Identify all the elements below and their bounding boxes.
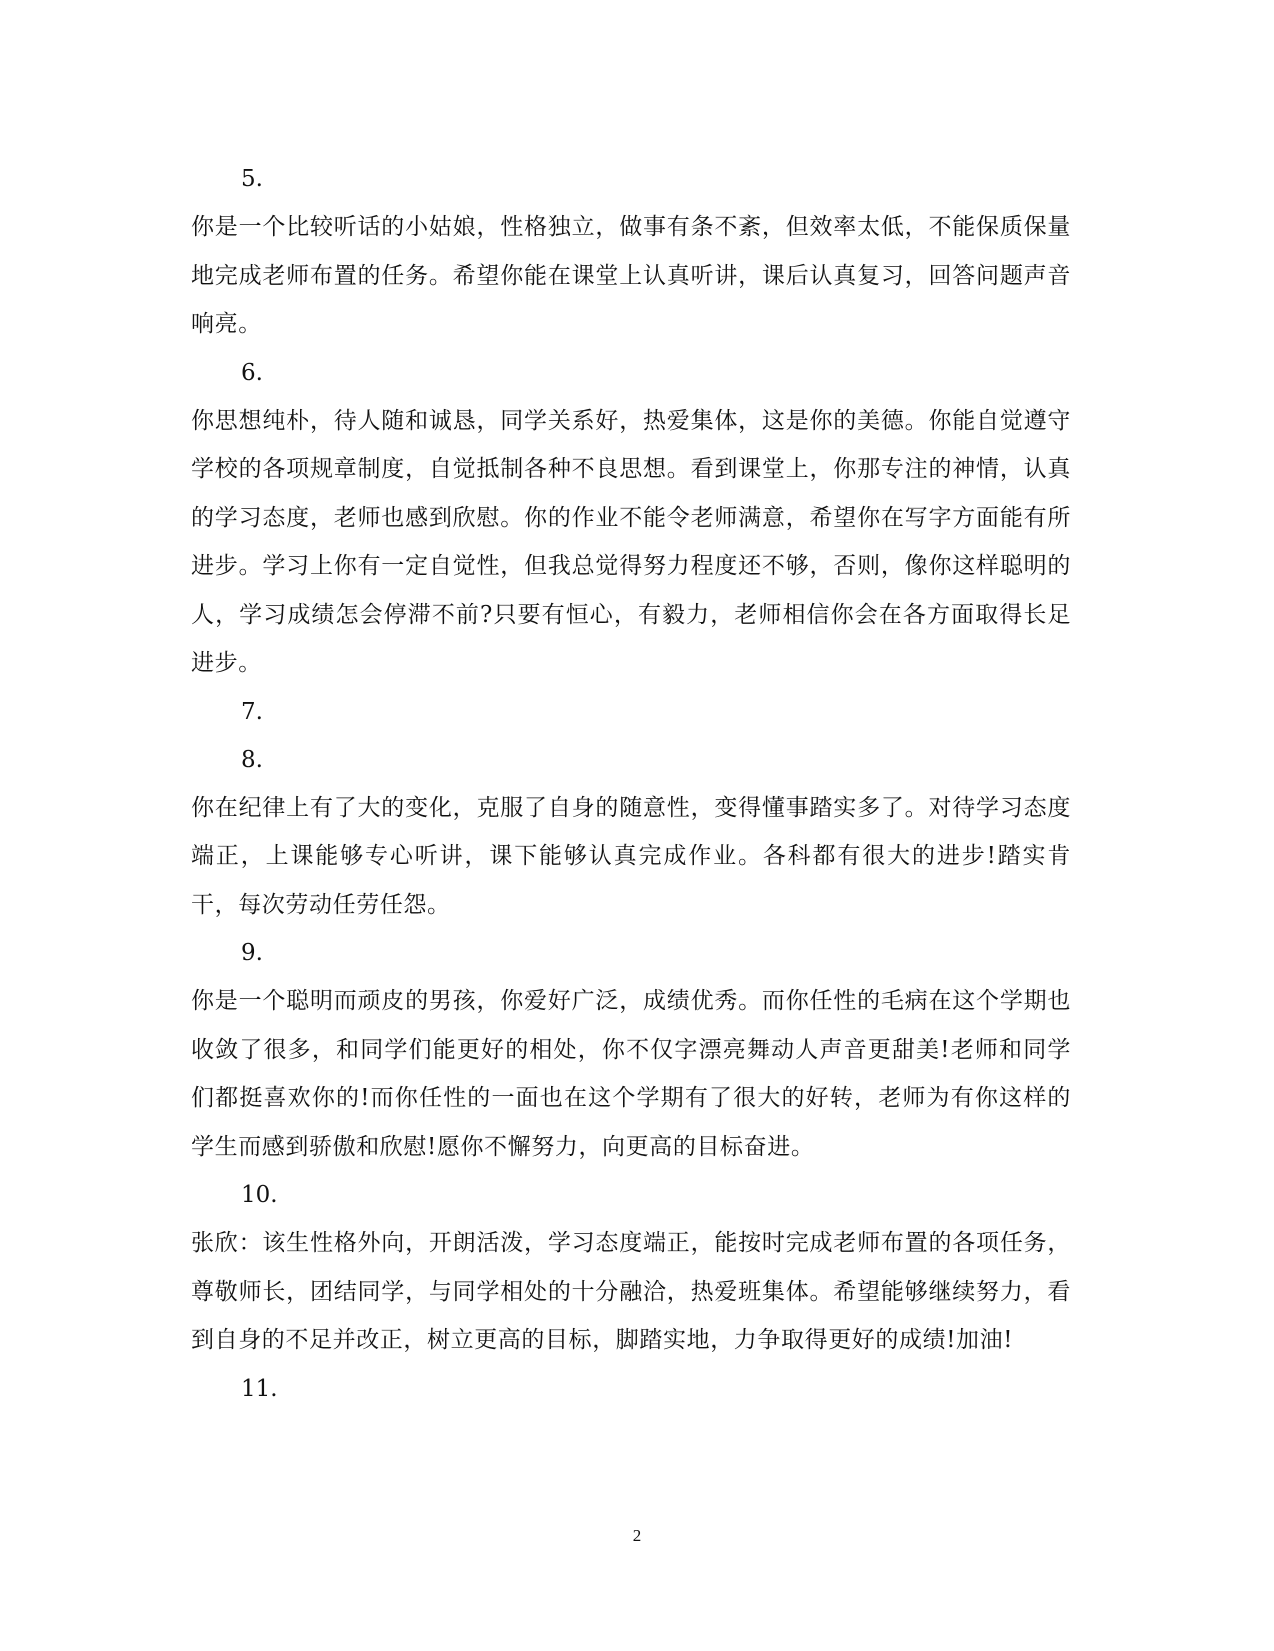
page-number: 2 <box>632 1526 642 1545</box>
comment-paragraph-5: 你是一个比较听话的小姑娘，性格独立，做事有条不紊，但效率太低，不能保质保量地完成老师布置的任务。希望你能在课堂上认真听讲，课后认真复习，回答问题声音响亮。 <box>191 214 1071 337</box>
item-number-5: 5. <box>241 166 263 192</box>
comment-paragraph-8: 你在纪律上有了大的变化，克服了自身的随意性，变得懂事踏实多了。对待学习态度端正，上课能够专心听讲，课下能够认真完成作业。各科都有很大的进步!踏实肯干，每次劳动任劳任怨。 <box>191 794 1071 918</box>
item-number-9: 9. <box>241 940 263 966</box>
document-body <box>191 155 1081 1413</box>
item-number-6: 6. <box>241 359 263 386</box>
item-number-8: 8. <box>241 746 263 773</box>
comment-paragraph-9: 你是一个聪明而顽皮的男孩，你爱好广泛，成绩优秀。而你任性的毛病在这个学期也收敛了很多，和同学们能更好的相处，你不仅字漂亮舞动人声音更甜美!老师和同学们都挺喜欢你的!而你任性的一面也在这个学期有了很大的好转，老师为有你这样的学生而感到骄傲和欣慰!愿你不懈努力，向更高的目标奋进。 <box>191 988 1071 1160</box>
item-number-11: 11. <box>241 1375 278 1402</box>
comment-paragraph-6: 你思想纯朴，待人随和诚恳，同学关系好，热爱集体，这是你的美德。你能自觉遵守学校的各项规章制度，自觉抵制各种不良思想。看到课堂上，你那专注的神情，认真的学习态度，老师也感到欣慰。你的作业不能令老师满意，希望你在写字方面能有所进步。学习上你有一定自觉性，但我总觉得努力程度还不够，否则，像你这样聪明的人，学习成绩怎会停滞不前?只要有恒心，有毅力，老师相信你会在各方面取得长足进步。 <box>191 407 1071 676</box>
comment-paragraph-10: 张欣：该生性格外向，开朗活泼，学习态度端正，能按时完成老师布置的各项任务，尊敬师长，团结同学，与同学相处的十分融洽，热爱班集体。希望能够继续努力，看到自身的不足并改正，树立更高的目标，脚踏实地，力争取得更好的成绩!加油! <box>191 1230 1071 1353</box>
item-number-7: 7. <box>241 698 263 725</box>
item-number-10: 10. <box>241 1182 278 1208</box>
